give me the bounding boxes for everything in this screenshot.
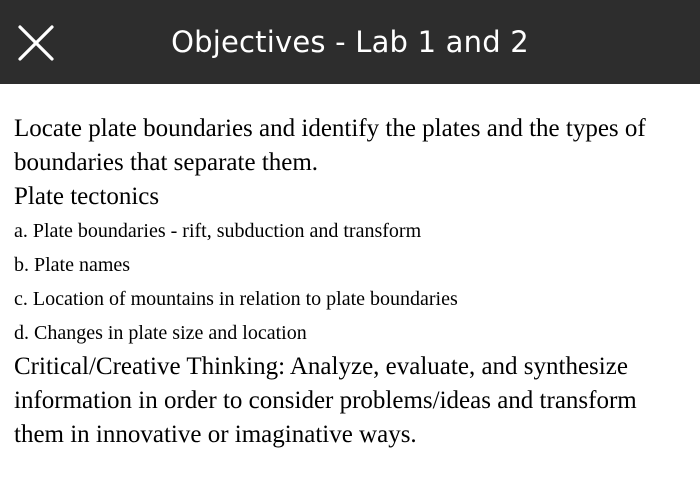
page-title: Objectives - Lab 1 and 2 <box>171 25 529 59</box>
list-item: b. Plate names <box>14 254 131 276</box>
list-item: a. Plate boundaries - rift, subduction and transform <box>14 220 422 242</box>
topic-heading: Plate tectonics <box>14 183 160 210</box>
list-item: c. Location of mountains in relation to plate boundaries <box>14 288 458 310</box>
intro-text: Locate plate boundaries and identify the plates and the types of boundaries that separate them. <box>14 115 646 176</box>
close-icon[interactable] <box>14 20 60 66</box>
critical-thinking-text: Critical/Creative Thinking: Analyze, evaluate, and synthesize information in order to consider problems/ideas and transform them in innovative or imaginative ways. <box>14 353 637 448</box>
close-button[interactable] <box>14 20 60 66</box>
list-item: d. Changes in plate size and location <box>14 322 307 344</box>
title-bar <box>0 0 700 84</box>
objectives-body <box>14 112 690 452</box>
